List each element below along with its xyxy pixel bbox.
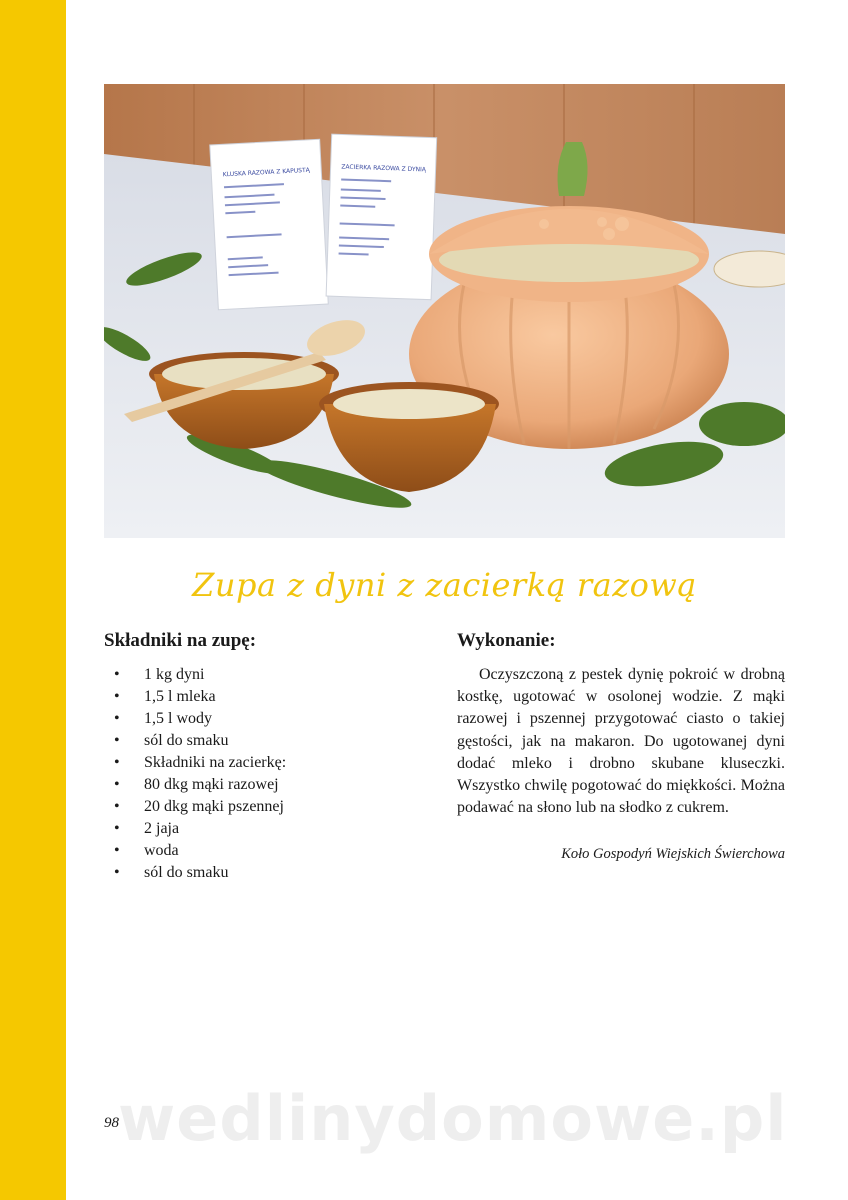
card-left-title: KLUSKA RAZOWA Z KAPUSTĄ — [222, 166, 310, 179]
bullet-icon: • — [114, 754, 120, 771]
bullet-icon: • — [114, 864, 120, 881]
ingredients-heading: Składniki na zupę: — [104, 630, 257, 651]
list-item: • 20 dkg mąki pszennej — [104, 796, 286, 818]
card-right-title: ZACIERKA RAZOWA Z DYNIĄ — [341, 163, 427, 174]
list-item: • woda — [104, 840, 286, 862]
recipe-photo — [104, 84, 785, 538]
bullet-icon: • — [114, 842, 120, 859]
bullet-icon: • — [114, 776, 120, 793]
bullet-icon: • — [114, 820, 120, 837]
page-number: 98 — [104, 1115, 119, 1131]
list-item: • 1 kg dyni — [104, 664, 286, 686]
bullet-icon: • — [114, 798, 120, 815]
list-item: • Składniki na zacierkę: — [104, 752, 286, 774]
list-item: • sól do smaku — [104, 730, 286, 752]
preparation-heading: Wykonanie: — [457, 630, 556, 651]
list-item: • 1,5 l mleka — [104, 686, 286, 708]
bullet-icon: • — [114, 666, 120, 683]
watermark: wedlinydomowe.pl — [118, 1082, 788, 1155]
author-signature: Koło Gospodyń Wiejskich Świerchowa — [561, 846, 785, 862]
list-item: • 2 jaja — [104, 818, 286, 840]
preparation-text: Oczyszczoną z pestek dynię pokroić w drobną kostkę, ugotować w osolonej wodzie. Z mąki razowej i pszennej przygotować ciasto o takiej gęstości, jak na makaron. Do ugotowanej dyni dodać mleko i drobno skubane kluseczki. Wszystko chwilę pogotować do miękkości. Można podawać na słono lub na słodko z cukrem. — [457, 666, 785, 817]
list-item: • 80 dkg mąki razowej — [104, 774, 286, 796]
bullet-icon: • — [114, 732, 120, 749]
list-item: • sól do smaku — [104, 862, 286, 884]
yellow-side-bar — [0, 0, 66, 1200]
bullet-icon: • — [114, 688, 120, 705]
recipe-title: Zupa z dyni z zacierką razową — [192, 566, 697, 604]
ingredients-list — [104, 664, 286, 884]
bullet-icon: • — [114, 710, 120, 727]
list-item: • 1,5 l wody — [104, 708, 286, 730]
